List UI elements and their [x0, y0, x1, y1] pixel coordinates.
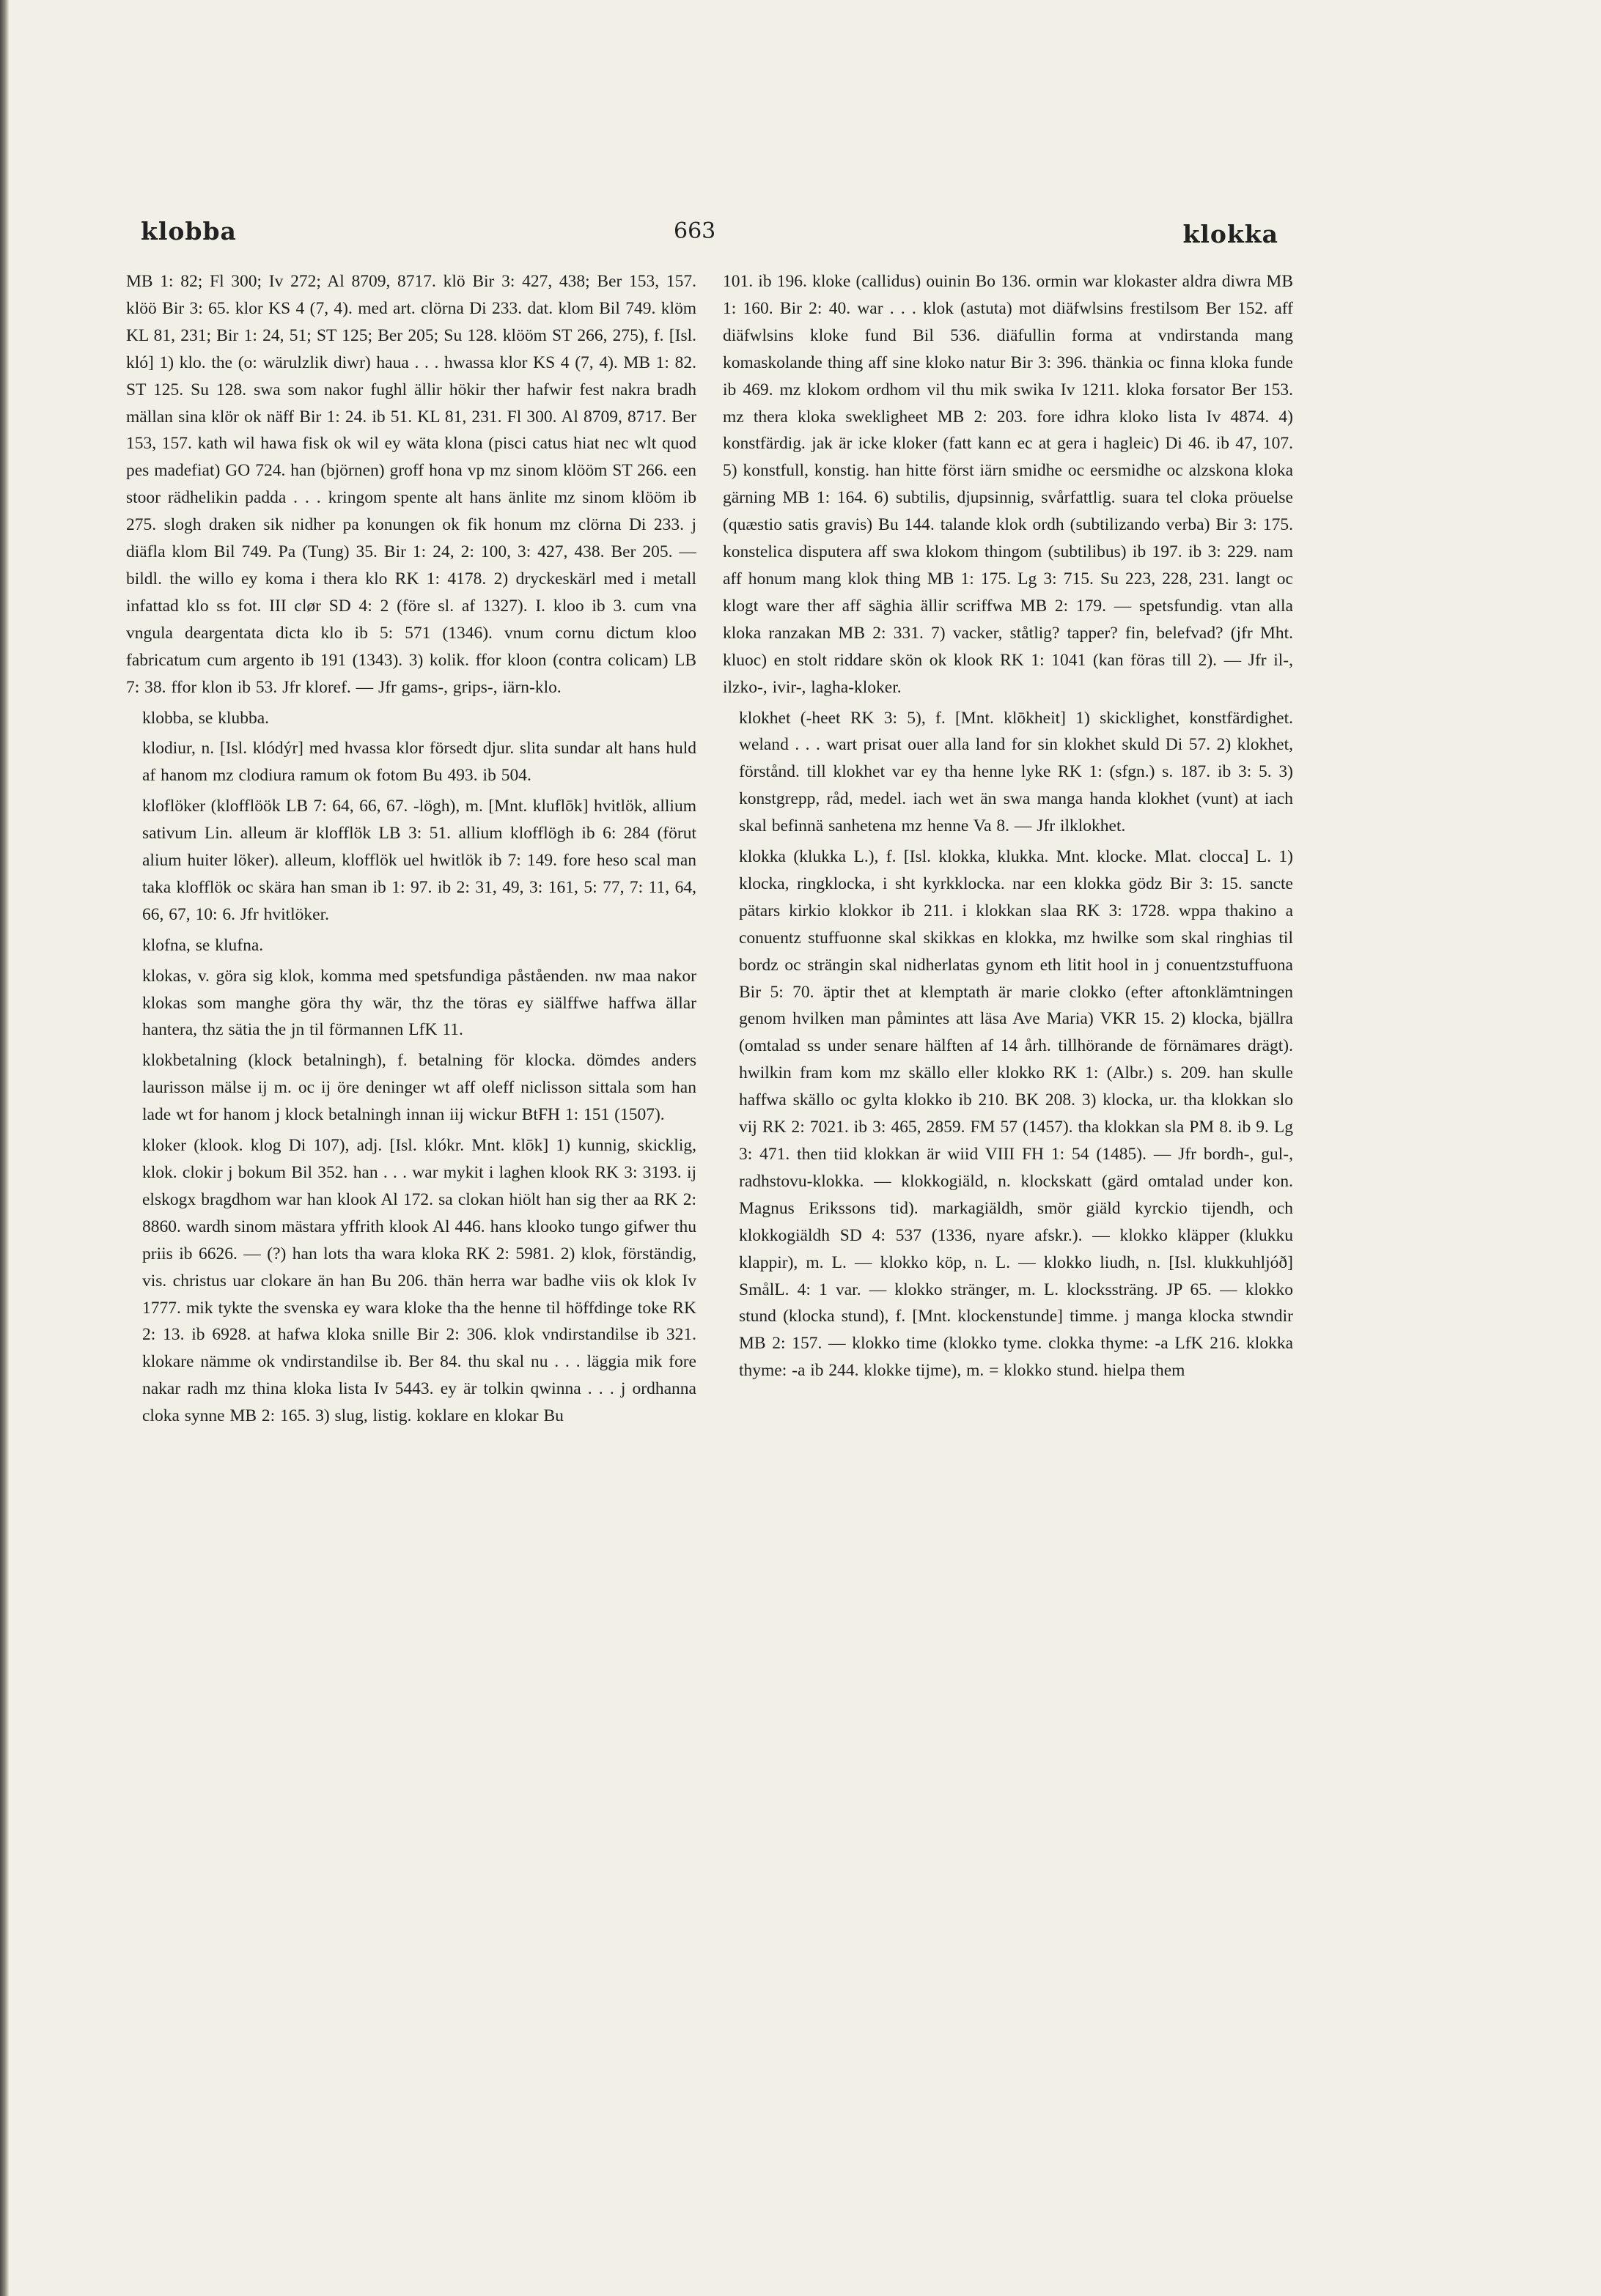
entry-kloker-continued: 101. ib 196. kloke (callidus) ouinin Bo 136. ormin war klokaster aldra diwra MB 1: 160. Bir 2: 40. war . . . klok (astuta) mot diäfwlsins frestilsom Ber 152. aff diäfwlsins kloke fund Bil 536. diäfullin forma at vndirstanda mang komaskolande thing aff sine kloko natur Bir 3: 396. thänkia oc finna kloka funde ib 469. mz klokom ordhom vil thu mik swika Iv 1211. kloka forsator Ber 153. mz thera kloka swekligheet MB 2: 203. fore idhra kloko lista Iv 4874. 4) konstfärdig. jak är icke kloker (fatt kann ec at gera i hagleic) Di 46. ib 47, 107. 5) konstfull, konstig. han hitte först iärn smidhe oc eersmidhe oc alzskona kloka gärning MB 1: 164. 6) subtilis, djupsinnig, svårfattlig. suara tel cloka pröuelse (quæstio satis gravis) Bu 144. talande klok ordh (subtilizando verba) Bir 3: 175. konstelica disputera aff swa klokom thingom (subtilibus) ib 197. ib 3: 229. nam aff honum mang klok thing MB 1: 175. Lg 3: 715. Su 223, 228, 231. langt oc klogt ware ther aff säghia ällir scriffwa MB 2: 179. — spetsfundig. vtan alla kloka ranzakan MB 2: 331. 7) vacker, ståtlig? tapper? fin, belefvad? (jfr Mht. kluoc) en stolt riddare skön ok klook RK 1: 1041 (kan föras till 2). — Jfr il-, ilzko-, ivir-, lagha-kloker.	[723, 272, 1293, 697]
entry-klokhet: klokhet (-heet RK 3: 5), f. [Mnt. klōkheit] 1) skicklighet, konstfärdighet. weland . . . wart prisat ouer alla land for sin klokhet skuld Di 57. 2) klokhet, förstånd. till klokhet var ey tha henne lyke RK 1: (sfgn.) s. 187. ib 3: 5. 3) konstgrepp, råd, medel. iach wet än swa manga handa klokhet (vunt) at iach skal befinnä sanhetena mz henne Va 8. — Jfr ilklokhet.	[739, 708, 1293, 836]
left-column	[126, 268, 696, 2049]
entry-klobba: klobba, se klubba.	[142, 708, 269, 728]
entry-kloker: kloker (klook. klog Di 107), adj. [Isl. klókr. Mnt. klōk] 1) kunnig, skicklig, klok. clokir j bokum Bil 352. han . . . war mykit i laghen klook RK 3: 3193. ij elskogx bragdhom war han klook Al 172. sa clokan hiölt han sig ther aa RK 2: 8860. wardh sinom mästara yffrith klook Al 446. hans klooko tungo gifwer thu priis ib 6626. — (?) han lots tha wara kloka RK 2: 5981. 2) klok, förständig, vis. christus uar clokare än han Bu 206. thän herra war badhe viis ok klok Iv 1777. mik tykte the svenska ey wara kloke tha the henne til höffdinge toke RK 2: 13. ib 6928. at hafwa kloka snille Bir 2: 306. klok vndirstandilse ib 321. klokare nämme ok vndirstandilse ib. Ber 84. thu skal nu . . . läggia mik fore nakar radh mz thina kloka lista Iv 5443. ey är tolkin qwinna . . . j ordhanna cloka synne MB 2: 165. 3) slug, listig. koklare en klokar Bu	[142, 1136, 696, 1426]
entry-klofna: klofna, se klufna.	[142, 935, 264, 955]
entry-klokka: klokka (klukka L.), f. [Isl. klokka, klukka. Mnt. klocke. Mlat. clocca] L. 1) klocka, ringklocka, i sht kyrkklocka. nar een klokka gödz Bir 3: 15. sancte pätars kirkio klokkor ib 211. i klokkan slaa RK 3: 1728. wppa thakino a conuentz stuffuonne skal skikkas en klokka, mz hwilke som skal ringhias til bordz oc strängin skal nidherlatas gynom eth litit hool in j conuentzstuffuona Bir 5: 70. äptir thet at klemptath är marie clokko (efter aftonklämtningen genom hvilken man påmintes att läsa Ave Maria) VKR 15. 2) klocka, bjällra (omtalad ss under senare hälften af 14 årh. tillhörande de förnämares drägt). hwilkin fram kom mz skällo eller klokko RK 1: (Albr.) s. 209. han skulle haffwa skällo oc gylta klokko ib 210. BK 208. 3) klocka, ur. tha klokkan slo vij RK 2: 7021. ib 3: 465, 2859. FM 57 (1457). tha klokkan sla PM 8. ib 9. Lg 3: 471. then tiid klokkan är wiid VIII FH 1: 54 (1485). — Jfr bordh-, gul-, radhstovu-klokka. — klokkogiäld, n. klockskatt (gärd omtalad under kon. Magnus Erikssons tid). markagiäldh, smör giäld kyrckio tijendh, och klokkogiäldh SD 4: 537 (1336, nyare afskr.). — klokko kläpper (klukku klappir), m. L. — klokko köp, n. L. — klokko liudh, n. [Isl. klukkuhljóð] SmålL. 4: 1 var. — klokko stränger, m. L. klockssträng. JP 65. — klokko stund (klocka stund), f. [Mnt. klockenstunde] timme. j manga klocka stwndir MB 2: 157. — klokko time (klokko tyme. clokka thyme: -a LfK 216. klokka thyme: -a ib 244. klokke tijme), m. = klokko stund. hielpa them	[739, 847, 1293, 1381]
entry-klokas: klokas, v. göra sig klok, komma med spetsfundiga påståenden. nw maa nakor klokas som manghe göra thy wär, thz the töras ey siälffwe haffwa ällar hantera, thz sätia the jn til förmannen LfK 11.	[142, 966, 696, 1040]
running-head-left: klobba	[141, 217, 237, 246]
page-binding-edge	[0, 0, 9, 2296]
right-column	[723, 268, 1293, 2049]
entry-klo-continued: MB 1: 82; Fl 300; Iv 272; Al 8709, 8717. klö Bir 3: 427, 438; Ber 153, 157. klöö Bir 3: 65. klor KS 4 (7, 4). med art. clörna Di 233. dat. klom Bil 749. klöm KL 81, 231; Bir 1: 24, 51; ST 125; Ber 205; Su 128. klööm ST 266, 275), f. [Isl. kló] 1) klo. the (o: wärulzlik diwr) haua . . . hwassa klor KS 4 (7, 4). MB 1: 82. ST 125. Su 128. swa som nakor fughl ällir hökir ther hafwir fest nakra bradh mällan sina klör ok näff Bir 1: 24. ib 51. KL 81, 231. Fl 300. Al 8709, 8717. Ber 153, 157. kath wil hawa fisk ok wil ey wäta klona (pisci catus hiat nec wlt quod pes madefiat) GO 724. han (björnen) groff hona vp mz sinom klööm ST 266. een stoor rädhelikin padda . . . kringom spente alt hans änlite mz sinom klööm ib 275. slogh draken sik nidher pa konungen ok fik honum mz clörna Di 233. j diäfla klom Bil 749. Pa (Tung) 35. Bir 1: 24, 2: 100, 3: 427, 438. Ber 205. — bildl. the willo ey koma i thera klo RK 1: 4178. 2) dryckeskärl med i metall infattad klo ss fot. III clør SD 4: 2 (före sl. af 1327). I. kloo ib 3. cum vna vngula deargentata dicta klo ib 5: 571 (1346). vnum cornu dictum kloo fabricatum cum argento ib 191 (1343). 3) kolik. ffor kloon (contra colicam) LB 7: 38. ffor klon ib 53. Jfr kloref. — Jfr gams-, grips-, iärn-klo.	[126, 272, 696, 697]
entry-klokbetalning: klokbetalning (klock betalningh), f. betalning för klocka. dömdes anders laurisson mälse ij m. oc ij öre deninger wt aff oleff niclisson sittala som han lade wt for hanom j klock betalningh innan iij wickur BtFH 1: 151 (1507).	[142, 1051, 696, 1125]
running-head	[141, 217, 1278, 252]
entry-klodiur: klodiur, n. [Isl. klódýr] med hvassa klor försedt djur. slita sundar alt hans huld af hanom mz clodiura ramum ok fotom Bu 493. ib 504.	[142, 739, 696, 786]
text-columns	[126, 268, 1293, 2049]
page-number: 663	[674, 218, 716, 244]
running-head-right: klokka	[1182, 220, 1278, 248]
entry-kloflöker: kloflöker (klofflöök LB 7: 64, 66, 67. -lögh), m. [Mnt. kluflōk] hvitlök, allium sativum Lin. alleum är klofflök LB 3: 51. allium klofflögh ib 6: 284 (förut alium huiter löker). alleum, klofflök uel hwitlök ib 7: 149. fore heso scal man taka klofflök oc skära han sman ib 1: 97. ib 2: 31, 49, 3: 161, 5: 77, 7: 11, 64, 66, 67, 10: 6. Jfr hvitlöker.	[142, 797, 696, 924]
